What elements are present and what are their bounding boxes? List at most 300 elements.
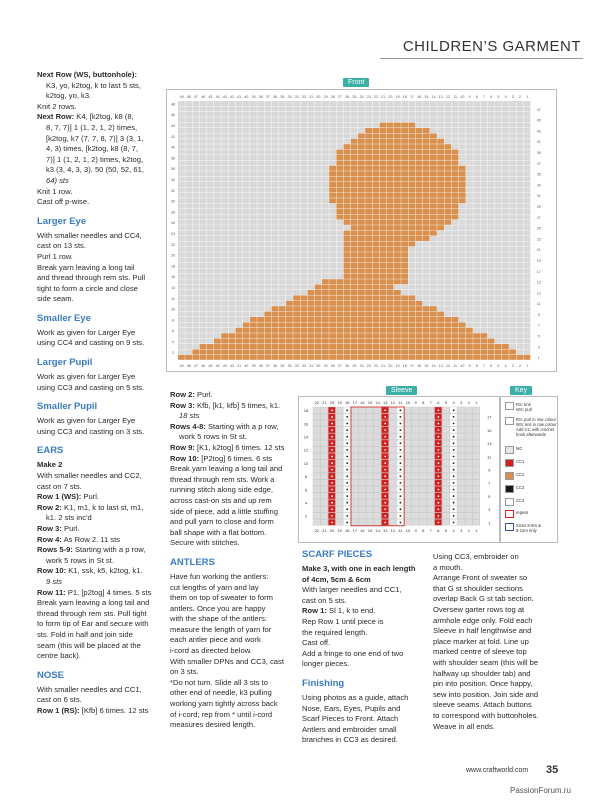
footer-url: www.craftworld.com [466,767,529,774]
chart-cell [473,295,480,300]
chart-cell [329,166,336,171]
chart-cell [408,214,415,219]
column-number: 12 [390,527,396,533]
chart-cell [452,301,459,306]
chart-cell [480,139,487,144]
chart-cell [200,263,207,268]
chart-cell [329,268,336,273]
column-number: 30 [316,95,321,99]
sleeve-cell [321,480,328,486]
chart-cell [372,101,379,106]
sleeve-cell [457,414,464,420]
chart-cell [416,155,423,160]
chart-cell [365,241,372,246]
chart-cell [473,258,480,263]
chart-cell [308,214,315,219]
sleeve-cell [351,519,358,525]
chart-cell [480,106,487,111]
sleeve-cell [457,519,464,525]
chart-cell [329,133,336,138]
chart-cell [272,247,279,252]
chart-cell [200,241,207,246]
sleeve-cell [359,519,366,525]
sleeve-cell [412,407,419,413]
chart-cell [394,101,401,106]
chart-cell [308,177,315,182]
chart-cell [207,171,214,176]
chart-cell [444,209,451,214]
row-number: 25 [536,226,541,231]
chart-cell [336,166,343,171]
chart-cell [185,204,192,209]
chart-cell [264,306,271,311]
row-number: 13 [536,291,541,296]
chart-cell [365,312,372,317]
chart-cell [214,241,221,246]
chart-cell [221,328,228,333]
chart-cell [315,317,322,322]
chart-cell [430,209,437,214]
chart-cell [524,193,531,198]
chart-cell [408,252,415,257]
chart-cell [322,274,329,279]
sleeve-cell [359,513,366,519]
chart-cell [488,231,495,236]
chart-cell [344,193,351,198]
chart-cell [502,112,509,117]
chart-cell [444,333,451,338]
chart-cell [243,295,250,300]
chart-cell [380,306,387,311]
column-number: 46 [201,364,206,369]
chart-cell [380,301,387,306]
chart-cell [315,155,322,160]
chart-cell [336,285,343,290]
chart-cell [365,225,372,230]
chart-cell [459,274,466,279]
chart-cell [214,344,221,349]
chart-cell [466,128,473,133]
chart-cell [300,236,307,241]
sleeve-cell [389,499,396,505]
chart-cell [480,355,487,360]
chart-cell [279,268,286,273]
column-number: 35 [280,364,285,369]
column-number: 14 [375,400,380,405]
chart-cell [372,144,379,149]
chart-cell [408,322,415,327]
chart-cell [329,258,336,263]
sleeve-cell [351,460,358,466]
chart-cell [488,295,495,300]
chart-cell [408,155,415,160]
chart-cell [444,139,451,144]
chart-cell [228,301,235,306]
chart-cell [192,133,199,138]
sleeve-cell [465,414,472,420]
chart-cell [423,133,430,138]
chart-cell [401,274,408,279]
chart-cell [524,333,531,338]
chart-cell [416,112,423,117]
chart-cell [286,355,293,360]
chart-cell [200,285,207,290]
chart-cell [408,333,415,338]
chart-cell [351,101,358,106]
column-number: 9 [414,527,417,533]
column-number: 47 [194,95,198,99]
chart-cell [480,204,487,209]
chart-cell [444,160,451,165]
sleeve-cell [473,480,480,486]
chart-cell [351,166,358,171]
chart-cell [192,117,199,122]
chart-cell [214,220,221,225]
front-chart-svg [167,90,556,371]
chart-cell [315,166,322,171]
column-number: 3 [460,527,463,533]
chart-cell [228,128,235,133]
sleeve-cell [374,427,381,433]
chart-cell [365,204,372,209]
sleeve-cell [442,466,449,472]
row-number: 20 [171,253,175,258]
chart-cell [365,128,372,133]
chart-cell [502,160,509,165]
sleeve-cell [336,506,343,512]
chart-cell [502,268,509,273]
chart-cell [293,101,300,106]
chart-cell [416,214,423,219]
sleeve-cell [457,466,464,472]
sleeve-cell [366,513,373,519]
column-number: 24 [359,364,364,369]
chart-cell [279,258,286,263]
chart-cell [308,274,315,279]
chart-cell [286,274,293,279]
chart-cell [524,101,531,106]
purl-dot [384,436,386,438]
chart-cell [178,117,185,122]
chart-cell [495,160,502,165]
chart-cell [452,150,459,155]
chart-cell [502,252,509,257]
chart-cell [495,349,502,354]
chart-cell [459,182,466,187]
chart-cell [336,101,343,106]
chart-cell [430,279,437,284]
chart-cell [308,328,315,333]
chart-cell [444,247,451,252]
chart-cell [430,112,437,117]
chart-cell [488,117,495,122]
chart-cell [322,263,329,268]
chart-cell [264,252,271,257]
chart-cell [236,279,243,284]
column-number: 30 [316,364,321,369]
chart-cell [459,133,466,138]
row-number: 2 [172,350,174,355]
sleeve-cell [412,473,419,479]
chart-cell [480,231,487,236]
chart-cell [416,274,423,279]
sleeve-cell [313,427,320,433]
chart-cell [524,144,531,149]
chart-cell [488,112,495,117]
chart-cell [178,112,185,117]
chart-cell [351,252,358,257]
sleeve-cell [389,486,396,492]
chart-cell [293,198,300,203]
chart-cell [236,112,243,117]
chart-cell [430,177,437,182]
chart-cell [408,171,415,176]
chart-cell [358,112,365,117]
chart-cell [387,128,394,133]
chart-cell [473,355,480,360]
chart-cell [221,247,228,252]
sleeve-cell [313,506,320,512]
chart-cell [480,236,487,241]
chart-cell [236,290,243,295]
chart-cell [207,279,214,284]
chart-cell [221,322,228,327]
chart-cell [257,160,264,165]
chart-cell [516,133,523,138]
chart-cell [365,106,372,111]
chart-cell [401,128,408,133]
chart-cell [308,285,315,290]
text-line: Rows 4-8: Starting with a p row, [170,421,279,431]
chart-cell [228,101,235,106]
row-number: 23 [536,237,541,242]
purl-dot [438,462,440,464]
text-line: k3 (3, 4, 3, 3). 50 (50, 52, 61, [46,165,144,175]
sleeve-cell [465,453,472,459]
chart-cell [207,160,214,165]
chart-cell [279,139,286,144]
row-number: 47 [536,107,541,112]
column-number: 48 [186,364,191,369]
chart-cell [315,160,322,165]
chart-cell [279,349,286,354]
chart-cell [286,295,293,300]
chart-cell [243,258,250,263]
chart-cell [351,187,358,192]
chart-cell [509,193,516,198]
column-number: 2 [467,400,470,405]
chart-cell [207,317,214,322]
chart-cell [293,220,300,225]
text-line: overlap Back G st tab section. [433,594,534,604]
chart-cell [444,106,451,111]
chart-cell [372,252,379,257]
chart-cell [200,247,207,252]
chart-cell [243,279,250,284]
chart-cell [200,344,207,349]
chart-cell [250,225,257,230]
chart-cell [452,123,459,128]
sleeve-cell [404,466,411,472]
chart-cell [279,225,286,230]
chart-cell [401,322,408,327]
chart-cell [192,349,199,354]
chart-cell [502,295,509,300]
chart-cell [365,133,372,138]
purl-dot [438,449,440,451]
chart-cell [308,355,315,360]
chart-cell [243,225,250,230]
chart-cell [351,344,358,349]
chart-cell [452,155,459,160]
row-number: 19 [536,259,541,263]
chart-cell [516,128,523,133]
chart-cell [394,220,401,225]
chart-cell [408,133,415,138]
chart-cell [272,187,279,192]
text-line: Row 9: [K1, k2tog] 6 times. 12 sts [170,442,285,452]
chart-cell [257,214,264,219]
chart-cell [452,344,459,349]
chart-cell [221,204,228,209]
chart-cell [207,133,214,138]
chart-cell [408,279,415,284]
chart-cell [185,247,192,252]
column-number: 5 [444,527,448,533]
chart-cell [473,349,480,354]
chart-cell [351,268,358,273]
chart-cell [452,133,459,138]
chart-cell [185,279,192,284]
key-swatch [505,472,514,480]
column-number: 18 [344,527,350,533]
chart-cell [365,258,372,263]
column-number: 44 [215,364,220,369]
sleeve-cell [404,499,411,505]
purl-dot [331,502,333,504]
chart-cell [243,112,250,117]
sleeve-cell [473,407,480,413]
purl-dot [438,489,440,491]
sleeve-cell [465,519,472,525]
chart-cell [459,306,466,311]
chart-cell [185,155,192,160]
chart-cell [322,339,329,344]
chart-cell [243,133,250,138]
chart-cell [502,231,509,236]
chart-cell [214,290,221,295]
column-number: 34 [287,95,292,99]
text-line: sts. Fold in half and join side [37,629,133,639]
chart-cell [336,258,343,263]
chart-cell [351,209,358,214]
chart-cell [430,295,437,300]
chart-cell [430,128,437,133]
chart-cell [358,241,365,246]
text-line: 64) sts [46,175,69,185]
chart-cell [308,204,315,209]
chart-cell [524,225,531,230]
purl-dot [346,522,348,524]
chart-cell [394,328,401,333]
sleeve-cell [321,506,328,512]
chart-cell [300,155,307,160]
text-line: 8, 7, 7)] 1 (1, 2, 1, 2) times, [46,122,138,132]
text-line: Nose, Ears, Eyes, Pupils and [302,703,401,713]
chart-cell [243,139,250,144]
chart-cell [236,231,243,236]
chart-cell [351,317,358,322]
chart-cell [452,339,459,344]
column-number: 42 [230,364,234,369]
chart-cell [502,177,509,182]
chart-cell [207,295,214,300]
chart-cell [466,155,473,160]
chart-cell [236,349,243,354]
sleeve-cell [412,480,419,486]
text-line: measure the length of yarn for [170,624,272,634]
column-number: 9 [414,400,417,405]
sleeve-cell [374,480,381,486]
column-number: 39 [251,95,256,99]
chart-cell [430,225,437,230]
text-line: ball shape with a flat bottom. [170,527,267,537]
chart-cell [250,144,257,149]
sleeve-cell [313,513,320,519]
chart-cell [401,236,408,241]
chart-cell [322,209,329,214]
chart-cell [372,279,379,284]
chart-cell [178,155,185,160]
chart-cell [365,112,372,117]
chart-cell [322,258,329,263]
chart-cell [236,328,243,333]
chart-cell [524,231,531,236]
chart-cell [221,274,228,279]
text-line: Row 1: Sl 1, k to end. [302,606,376,616]
chart-cell [214,193,221,198]
chart-cell [437,166,444,171]
chart-cell [372,355,379,360]
chart-cell [286,193,293,198]
chart-cell [437,155,444,160]
chart-cell [228,312,235,317]
chart-cell [214,166,221,171]
chart-cell [192,106,199,111]
chart-cell [236,301,243,306]
chart-cell [308,139,315,144]
chart-cell [243,268,250,273]
chart-cell [408,106,415,111]
chart-cell [365,349,372,354]
chart-cell [315,333,322,338]
chart-cell [214,339,221,344]
chart-cell [437,214,444,219]
sleeve-cell [457,493,464,499]
chart-cell [279,220,286,225]
chart-cell [351,247,358,252]
chart-cell [344,312,351,317]
chart-cell [200,268,207,273]
chart-cell [387,344,394,349]
chart-cell [394,133,401,138]
chart-cell [178,133,185,138]
chart-cell [279,101,286,106]
chart-cell [516,339,523,344]
chart-cell [372,306,379,311]
chart-cell [408,144,415,149]
chart-cell [286,236,293,241]
